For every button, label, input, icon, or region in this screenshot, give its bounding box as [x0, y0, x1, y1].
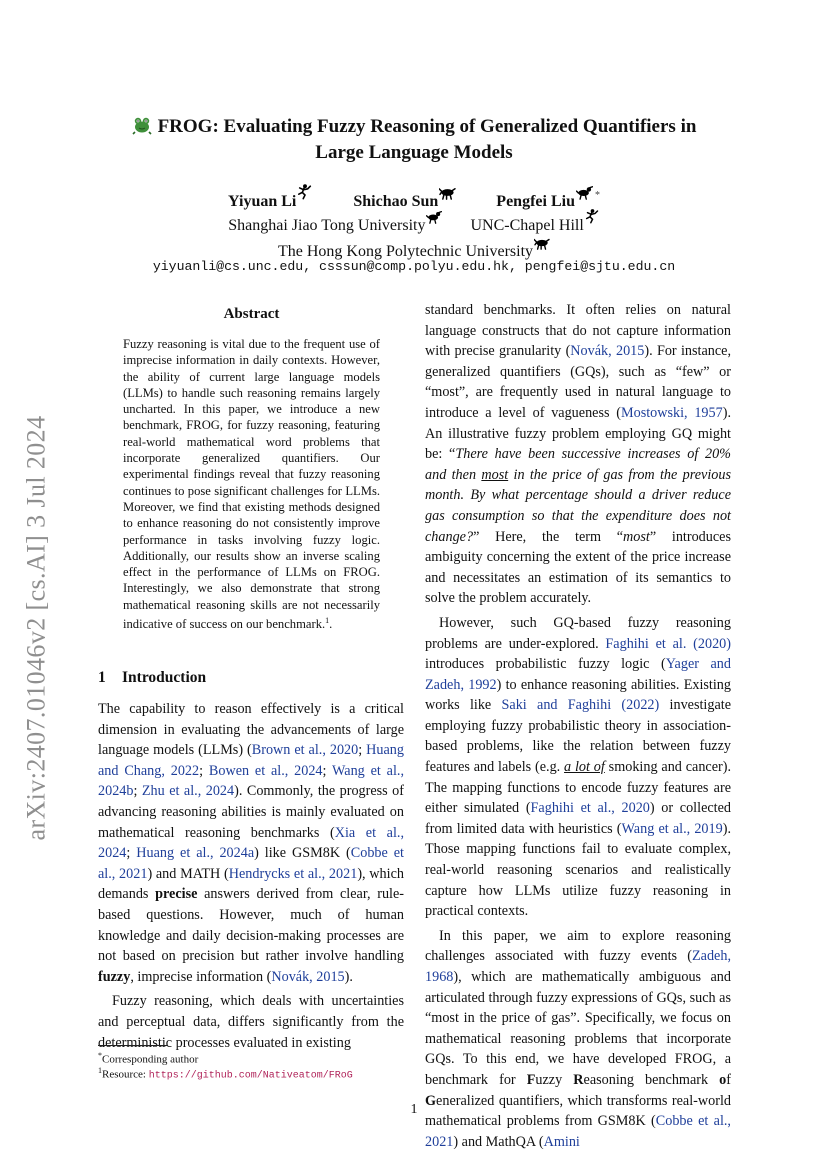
citation-link[interactable]: Wang et al., 2024b: [98, 762, 404, 800]
citation-link[interactable]: Zhu et al., 2024: [141, 783, 235, 800]
affiliation: Shanghai Jiao Tong University: [228, 210, 442, 235]
citation-link[interactable]: Novák, 2015: [271, 968, 345, 985]
citation-link[interactable]: Zadeh, 1968: [425, 948, 731, 985]
right-column: [425, 300, 731, 1152]
citation-link[interactable]: Mostowski, 1957: [620, 404, 723, 421]
ram-icon: [426, 210, 442, 224]
author: Yiyuan Li: [228, 183, 313, 211]
affiliations-line-2: [96, 236, 732, 261]
intro-paragraph-1: The capability to reason effectively is a critical dimension in evaluating the advancements of large language models (LLMs) (Brown et al., 2020; Huang and Chang, 2022; Bowen et al., 2024; Wang et al., 2024b; Zhu et al., 2024). Commonly, the progress of advancing reasoning abilities is mainly evaluated on mathematical reasoning benchmarks (Xia et al., 2024; Huang et al., 2024a) like GSM8K (Cobbe et al., 2021) and MATH (Hendrycks et al., 2021), which demands precise answers derived from clear, rule-based questions. However, much of human knowledge and daily decision-making processes are not based on precision but rather involve handling fuzzy, imprecise information (Novák, 2015).: [98, 701, 404, 985]
affiliation: The Hong Kong Polytechnic University: [277, 243, 534, 260]
section-heading: 1 Introduction: [98, 669, 207, 686]
citation-link[interactable]: Faghihi et al. (2020): [605, 635, 731, 652]
arxiv-identifier: arXiv:2407.01046v2 [cs.AI] 3 Jul 2024: [21, 415, 51, 841]
footnote-rule: [98, 1045, 168, 1046]
bull-icon: [534, 236, 550, 250]
footnote-corresponding: *Corresponding author: [98, 1051, 199, 1066]
left-column: [98, 699, 404, 1053]
corresponding-mark: *: [594, 190, 600, 201]
intro-paragraph-4: In this paper, we aim to explore reasoning challenges associated with fuzzy events (Zadeh, 1968), which are mathematically ambiguous and articulated through fuzzy expressions of GQs, such as “most in the price of gas”. Specifically, we focus on mathematical reasoning problems that incorporate GQs. To this end, we have developed FROG, a benchmark for Fuzzy Reasoning benchmark of Generalized quantifiers, which transforms real-world mathematical problems from GSM8K (Cobbe et al., 2021) and MathQA (Amini: [425, 927, 731, 1150]
intro-paragraph-2-continued: standard benchmarks. It often relies on natural language constructs that do not capture information with precise granularity (Novák, 2015). For instance, generalized quantifiers (GQs), such as “few” or “most”, are frequently used in natural language to introduce a level of vagueness (Mostowski, 1957). An illustrative fuzzy problem employing GQ might be: “There have been successive increases of 20% and then most in the price of gas from the previous month. By what percentage should a driver reduce gas consumption so that the expenditure does not change?” Here, the term “most” introduces ambiguity concerning the extent of the price increase and necessitates an estimation of its semantics to solve the problem accurately.: [425, 302, 731, 607]
citation-link[interactable]: Hendrycks et al., 2021: [228, 865, 358, 882]
citation-link[interactable]: Wang et al., 2019: [621, 820, 723, 837]
paper-title: [96, 114, 732, 166]
abstract-body: Fuzzy reasoning is vital due to the frequent use of imprecise information in daily contexts. However, the ability of current large language models (LLMs) to handle such reasoning remains largely uncharted. In this paper, we introduce a new benchmark, FROG, for fuzzy reasoning, featuring real-world mathematical word problems that incorporate generalized quantifiers. Our experimental findings reveal that fuzzy reasoning continues to pose significant challenges for LLMs. Moreover, we find that existing methods designed to enhance reasoning do not consistently improve performance in tasks involving fuzzy logic. Additionally, our results show an inverse scaling effect in the performance of LLMs on FROG. Interestingly, we also demonstrate that strong mathematical reasoning skills are not necessarily indicative of success on our benchmark.$^1$.: [123, 337, 380, 632]
bull-icon: [439, 185, 456, 200]
resource-link[interactable]: https://github.com/Nativeatom/FRoG: [148, 1070, 353, 1082]
page-number: 1: [410, 1102, 418, 1117]
frog-logo-icon: [132, 115, 152, 135]
citation-link[interactable]: Cobbe et al., 2021: [425, 1113, 731, 1150]
footnote-resource: $^1$Resource: https://github.com/Nativeatom/FRoG: [98, 1066, 353, 1082]
footnote-ref: 1: [325, 616, 330, 626]
citation-link[interactable]: Brown et al., 2020: [251, 742, 359, 759]
affiliations-line-1: [96, 208, 732, 235]
citation-link[interactable]: Novák, 2015: [570, 343, 645, 360]
abstract-heading: Abstract: [223, 306, 280, 322]
runner-icon: [297, 183, 313, 200]
ram-icon: [576, 185, 593, 200]
citation-link[interactable]: Cobbe et al., 2021: [98, 845, 404, 882]
runner-icon: [585, 208, 600, 224]
author: Pengfei Liu *: [496, 185, 600, 211]
author: Shichao Sun: [353, 185, 456, 211]
citation-link[interactable]: Xia et al., 2024: [98, 824, 404, 862]
title-line-2: Large Language Models: [315, 142, 513, 163]
intro-paragraph-3: However, such GQ-based fuzzy reasoning problems are under-explored. Faghihi et al. (2020) introduces probabilistic fuzzy logic (Yager and Zadeh, 1992) to enhance reasoning abilities. Existing works like Saki and Faghihi (2022) investigate employing fuzzy probabilistic theory in association-based problems, like the relation between fuzzy features and labels (e.g. a lot of smoking and cancer). The mapping functions to encode fuzzy features are either simulated (Faghihi et al., 2020) or collected from limited data with heuristics (Wang et al., 2019). Those mapping functions fail to evaluate complex, real-world reasoning scenarios and realistically capture how LLMs utilize fuzzy reasoning in practical contexts.: [425, 614, 732, 920]
citation-link[interactable]: Huang and Chang, 2022: [98, 742, 404, 779]
citation-link[interactable]: Faghihi et al., 2020: [530, 800, 650, 817]
citation-link[interactable]: Saki and Faghihi (2022): [501, 697, 660, 714]
author-list: [96, 183, 732, 211]
citation-link[interactable]: Amini: [543, 1133, 580, 1150]
author-emails: yiyuanli@cs.unc.edu, csssun@comp.polyu.edu.hk, pengfei@sjtu.edu.cn: [152, 259, 676, 274]
citation-link[interactable]: Bowen et al., 2024: [208, 762, 323, 779]
title-line-1: FROG: Evaluating Fuzzy Reasoning of Generalized Quantifiers in: [157, 116, 697, 137]
intro-paragraph-2: Fuzzy reasoning, which deals with uncertainties and perceptual data, differs significantly from the deterministic processes evaluated in existing: [98, 993, 404, 1051]
affiliation: UNC-Chapel Hill: [470, 208, 599, 235]
citation-link[interactable]: Huang et al., 2024a: [136, 845, 255, 862]
citation-link[interactable]: Yager and Zadeh, 1992: [425, 656, 731, 693]
